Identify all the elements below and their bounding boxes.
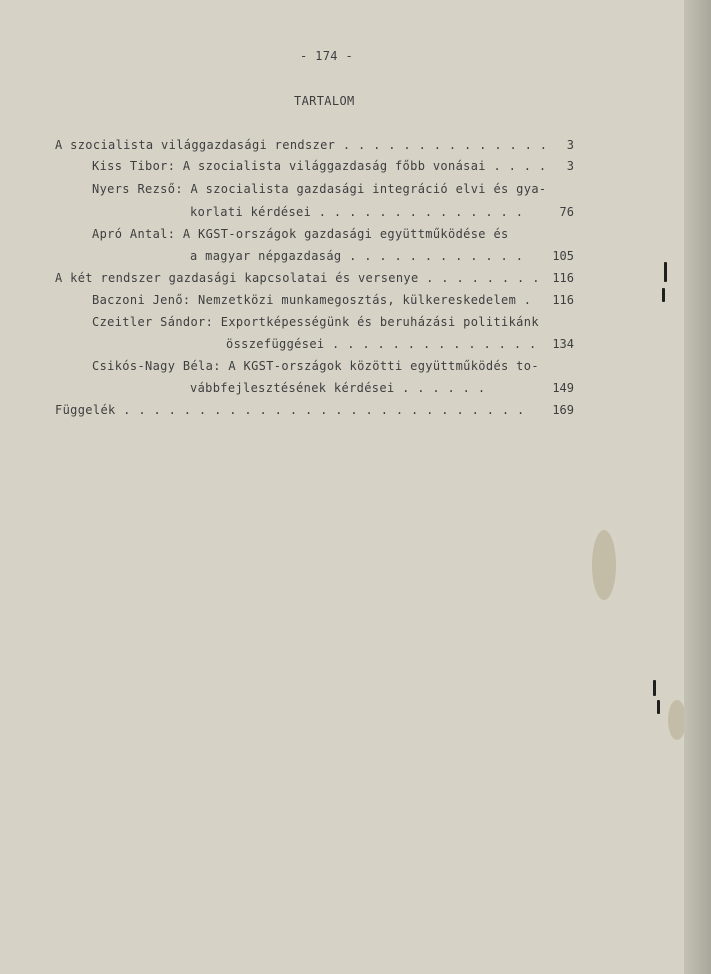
toc-entry-text: A szocialista világgazdasági rendszer . . . . . . . . . . . . . .: [55, 138, 548, 152]
toc-entry-text: A két rendszer gazdasági kapcsolatai és versenye . . . . . . . .: [55, 271, 540, 285]
toc-entry-page: 76: [559, 205, 574, 219]
toc-entry-text: Baczoni Jenő: Nemzetközi munkamegosztás, külkereskedelem .: [92, 293, 532, 307]
toc-entry-text: Függelék . . . . . . . . . . . . . . . . . . . . . . . . . . .: [55, 403, 525, 417]
page-number: - 174 -: [300, 49, 354, 63]
binding-hole-mark: [662, 288, 665, 302]
paper-stain: [592, 530, 616, 600]
toc-entry-text: Kiss Tibor: A szocialista világgazdaság főbb vonásai . . . .: [92, 159, 547, 173]
page-edge: [684, 0, 711, 974]
toc-entry-text: korlati kérdései . . . . . . . . . . . . . .: [190, 205, 524, 219]
toc-entry-text: összefüggései . . . . . . . . . . . . . .: [226, 337, 537, 351]
toc-entry-page: 3: [566, 138, 574, 152]
toc-entry-page: 149: [552, 381, 574, 395]
toc-entry-text: a magyar népgazdaság . . . . . . . . . . . .: [190, 249, 524, 263]
toc-entry-text: Nyers Rezső: A szocialista gazdasági integráció elvi és gya-: [92, 182, 547, 196]
toc-entry-page: 3: [566, 159, 574, 173]
toc-entry-page: 116: [552, 271, 574, 285]
toc-entry-page: 134: [552, 337, 574, 351]
toc-heading: TARTALOM: [294, 94, 355, 108]
toc-entry-page: 105: [552, 249, 574, 263]
toc-entry-text: Czeitler Sándor: Exportképességünk és beruházási politikánk: [92, 315, 539, 329]
toc-entry-text: Csikós-Nagy Béla: A KGST-országok közötti együttműködés to-: [92, 359, 539, 373]
toc-entry-text: vábbfejlesztésének kérdései . . . . . .: [190, 381, 486, 395]
binding-hole-mark: [653, 680, 656, 696]
binding-hole-mark: [657, 700, 660, 714]
toc-entry-page: 116: [552, 293, 574, 307]
binding-hole-mark: [664, 262, 667, 282]
toc-entry-text: Apró Antal: A KGST-országok gazdasági együttműködése és: [92, 227, 509, 241]
toc-entry-page: 169: [552, 403, 574, 417]
